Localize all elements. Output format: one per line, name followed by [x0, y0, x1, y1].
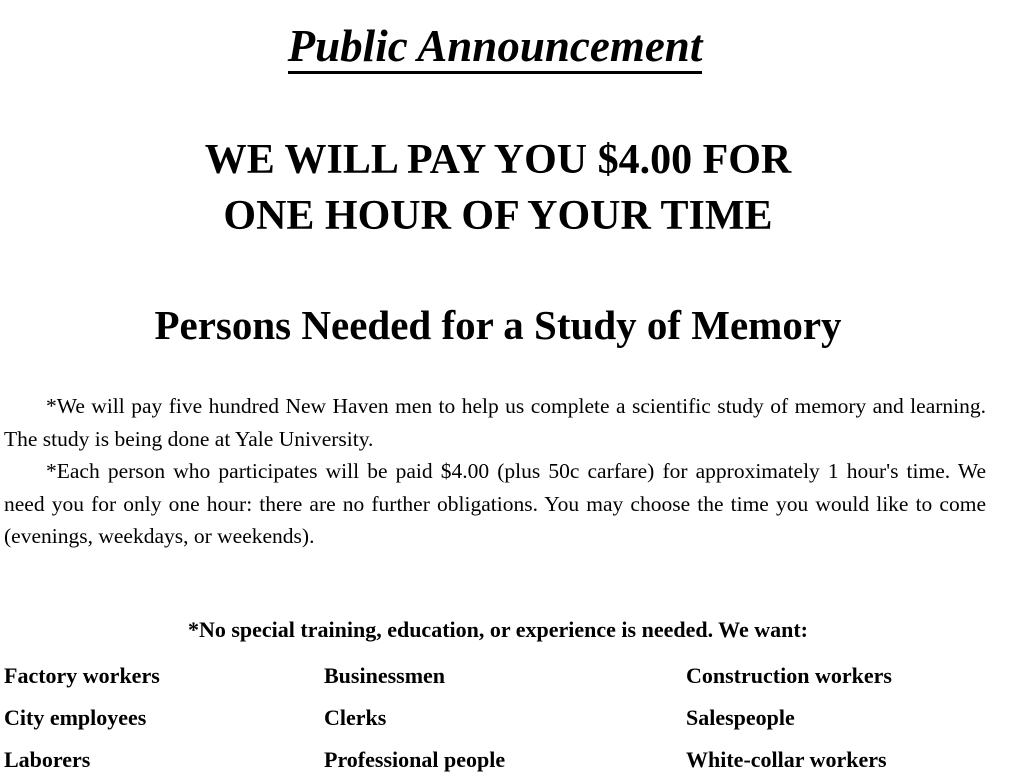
occupation-item: Businessmen [324, 663, 446, 688]
occupation-column-2 [324, 655, 505, 781]
headline-line-1: WE WILL PAY YOU $4.00 FOR [204, 137, 792, 183]
occupation-item: City employees [4, 705, 147, 730]
body-text [4, 390, 986, 553]
occupation-item: Professional people [324, 747, 506, 772]
paragraph-1: *We will pay five hundred New Haven men to help us complete a scientific study of memory and learning. The study is being done at Yale University. [4, 394, 986, 451]
occupation-item: Laborers [4, 747, 91, 772]
occupation-item: White-collar workers [686, 747, 887, 772]
occupation-column-1 [4, 655, 160, 781]
want-line: *No special training, education, or experience is needed. We want: [187, 617, 809, 642]
subheading: Persons Needed for a Study of Memory [154, 302, 842, 348]
title-text: Public Announcement [288, 21, 703, 74]
occupation-item: Salespeople [686, 705, 795, 730]
occupation-item: Clerks [324, 705, 387, 730]
headline [0, 132, 996, 244]
page-title [0, 18, 990, 74]
headline-line-2: ONE HOUR OF YOUR TIME [223, 193, 773, 239]
occupation-column-3 [686, 655, 892, 781]
occupation-item: Factory workers [4, 663, 160, 688]
paragraph-2: *Each person who participates will be paid $4.00 (plus 50c carfare) for approximately 1 hour's time. We need you for only one hour: there are no further obligations. You may choose the time you would like to come (evenings, weekdays, or weekends). [4, 459, 986, 548]
occupation-item: Construction workers [686, 663, 892, 688]
